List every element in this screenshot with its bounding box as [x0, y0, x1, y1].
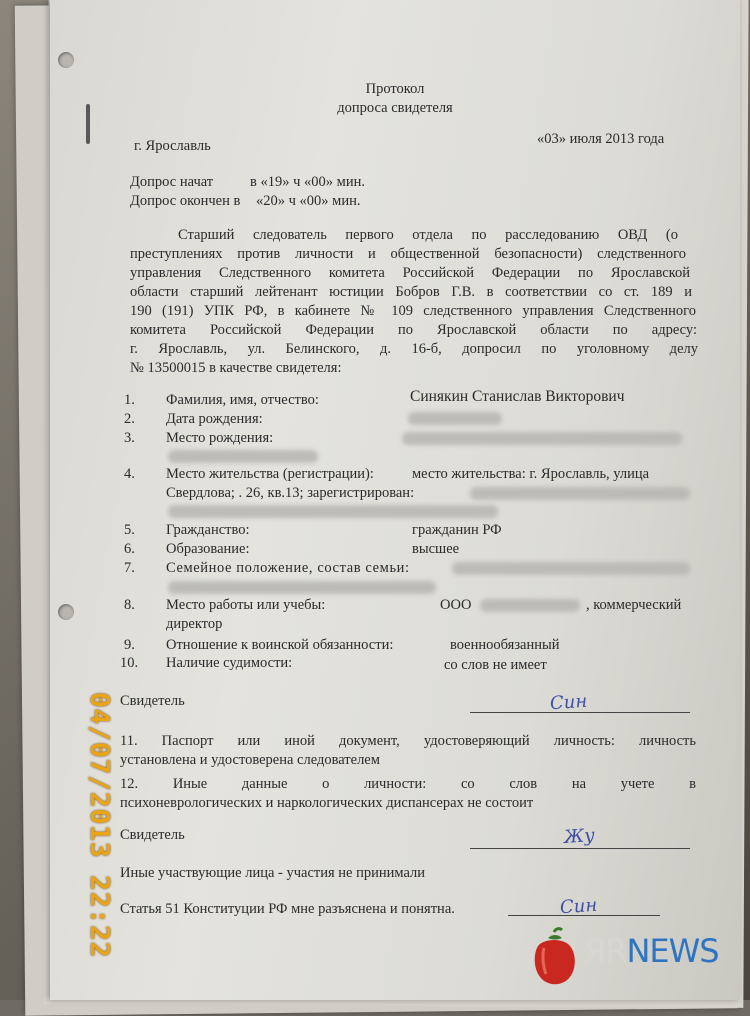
item-label: Образование:	[166, 541, 250, 557]
residence-value: место жительства: г. Ярославль, улица	[412, 466, 650, 482]
city: г. Ярославль	[134, 138, 211, 154]
witness-signature: Син	[549, 690, 588, 715]
witness-label: Свидетель	[120, 827, 185, 843]
witness-name: Синякин Станислав Викторович	[410, 388, 625, 405]
passport-line: установлена и удостоверена следователем	[120, 752, 380, 768]
start-time: в «19» ч «00» мин.	[250, 174, 365, 190]
watermark	[526, 926, 726, 986]
intro-line: № 13500015 в качестве свидетеля:	[130, 360, 342, 376]
item-label: Отношение к воинской обязанности:	[166, 637, 394, 653]
other-data-line: 12. Иные данные о личности: со слов на учете в	[120, 776, 696, 792]
document-title: Протокол	[365, 81, 425, 97]
witness-signature: Син	[559, 894, 598, 919]
redacted-birthdate	[408, 412, 502, 425]
residence-value: Свердлова; . 26, кв.13; зарегистрирован:	[166, 485, 415, 501]
intro-line: г. Ярославль, ул. Белинского, д. 16-б, допросил по уголовному делу	[130, 341, 698, 357]
item-number: 8.	[124, 597, 135, 613]
intro-line: Старший следователь первого отдела по расследованию ОВД (о	[178, 227, 678, 243]
intro-line: преступлениях против личности и общественной безопасности) следственного	[130, 246, 686, 262]
item-number: 7.	[124, 560, 135, 576]
punch-hole	[58, 604, 74, 620]
item-label: Фамилия, имя, отчество:	[166, 392, 319, 408]
conviction-value: со слов не имеет	[444, 657, 547, 673]
redacted-birthplace	[168, 450, 318, 463]
start-label: Допрос начат	[130, 174, 214, 190]
passport-line: 11. Паспорт или иной документ, удостоверяющий личность: личность	[120, 733, 696, 749]
end-label: Допрос окончен в	[130, 193, 241, 209]
punch-hole	[58, 52, 74, 68]
camera-timestamp: 04/07/2013 22:22	[84, 692, 114, 959]
end-time: «20» ч «00» мин.	[256, 193, 361, 209]
intro-line: комитета Российской Федерации по Ярославской области по адресу:	[130, 322, 697, 338]
redacted-birthplace	[402, 432, 682, 445]
document-subtitle: допроса свидетеля	[337, 100, 453, 116]
intro-line: управления Следственного комитета Российской Федерации по Ярославской	[130, 265, 690, 281]
item-label: Гражданство:	[166, 522, 250, 538]
citizenship-value: гражданин РФ	[412, 522, 502, 538]
item-number: 3.	[124, 430, 135, 446]
witness-label: Свидетель	[120, 693, 185, 709]
item-label: Наличие судимости:	[166, 655, 293, 671]
item-label: Место жительства (регистрации):	[166, 466, 374, 482]
item-number: 4.	[124, 466, 135, 482]
workplace-value: , коммерческий	[586, 597, 682, 613]
document-date: «03» июля 2013 года	[537, 131, 665, 147]
other-data-line: психоневрологических и наркологических диспансерах не состоит	[120, 795, 534, 811]
item-number: 9.	[124, 637, 135, 653]
item-number: 5.	[124, 522, 135, 538]
redacted-registration	[168, 505, 498, 518]
signature-line	[470, 848, 690, 849]
intro-line: области старший лейтенант юстиции Бобров Г.В. в соответствии со ст. 189 и	[130, 284, 692, 300]
protocol-page	[50, 0, 740, 1000]
intro-line: 190 (191) УПК РФ, в кабинете № 109 следственного управления Следственного	[130, 303, 696, 319]
redacted-family	[452, 562, 690, 575]
witness-signature: Жу	[563, 824, 596, 849]
item-number: 10.	[120, 655, 139, 671]
education-value: высшее	[412, 541, 460, 557]
other-participants: Иные участвующие лица - участия не принимали	[120, 865, 426, 881]
item-label: Место работы или учебы:	[166, 597, 326, 613]
watermark-text	[584, 932, 719, 970]
item-number: 2.	[124, 411, 135, 427]
item-label: Дата рождения:	[166, 411, 263, 427]
item-number: 1.	[124, 392, 135, 408]
item-number: 6.	[124, 541, 135, 557]
red-pepper-icon	[526, 926, 582, 986]
workplace-value: директор	[166, 616, 223, 632]
redacted-family	[168, 581, 436, 594]
item-label: Семейное положение, состав семьи:	[166, 560, 410, 576]
military-value: военнообязанный	[450, 637, 560, 653]
watermark-part-a: ЯR	[584, 932, 627, 970]
item-label: Место рождения:	[166, 430, 274, 446]
redacted-registration	[470, 487, 690, 500]
article-51-statement: Статья 51 Конституции РФ мне разъяснена и понятна.	[120, 901, 455, 917]
redacted-company	[480, 599, 580, 612]
workplace-value: ООО	[440, 597, 472, 613]
watermark-part-b: NEWS	[626, 932, 719, 970]
